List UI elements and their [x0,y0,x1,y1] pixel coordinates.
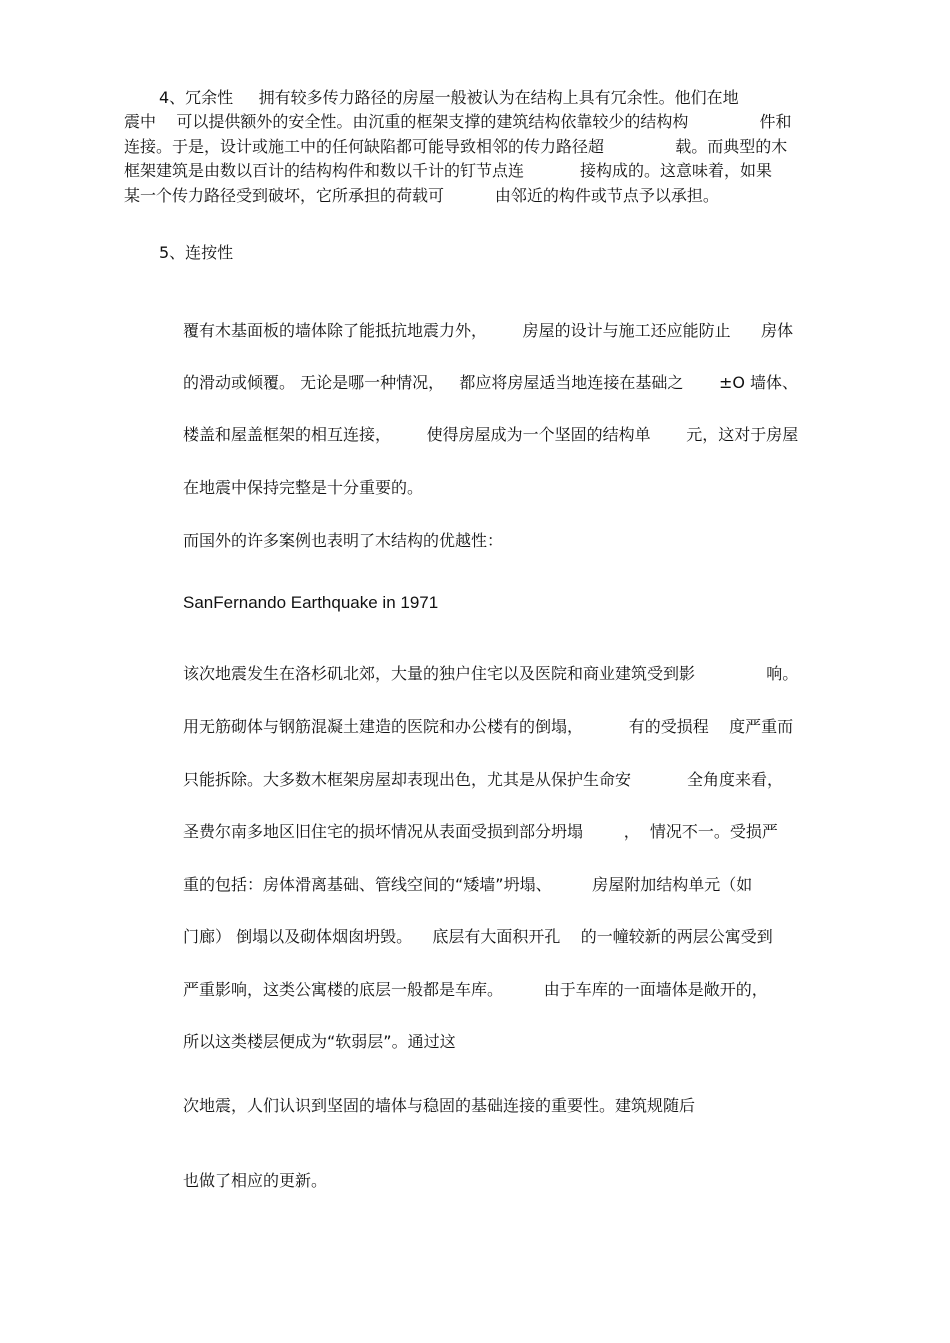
section5-para3-line-2: 用无筋砌体与钢筋混凝土建造的医院和办公楼有的倒塌， 有的受损程 度严重而 [183,717,794,736]
section4-line-4: 框架建筑是由数以百计的结构构件和数以千计的钉节点连 接构成的。这意味着，如果 [124,161,772,180]
section5-para3-line-3: 只能拆除。大多数木框架房屋却表现出色，尤其是从保护生命安 全角度来看， [183,770,783,789]
section5-para2: 而国外的许多案例也表明了木结构的优越性： [183,531,504,550]
section5-para3-line-7: 严重影响，这类公寓楼的底层一般都是车库。 由于车库的一面墙体是敞开的， [183,980,768,999]
section5-para1-line-1: 覆有木基面板的墙体除了能抵抗地震力外， 房屋的设计与施工还应能防止 房体 [183,321,794,340]
section4-line-3: 连接。于是，设计或施工中的任何缺陷都可能导致相邻的传力路径超 载。而典型的木 [124,137,788,156]
example-title: SanFernando Earthquake in 1971 [183,593,439,612]
section5-para3-line-6: 门廊） 倒塌以及砌体烟囱坍毁。 底层有大面积开孔 的一幢较新的两层公寓受到 [183,927,773,946]
section5-para3-line-5: 重的包括：房体滑离基础、管线空间的“矮墙”坍塌、 房屋附加结构单元（如 [183,875,753,894]
section5-para1-line-2: 的滑动或倾覆。 无论是哪一种情况， 都应将房屋适当地连接在基础之 ±O 墙体、 [183,373,799,392]
section5-para3-line-1: 该次地震发生在洛杉矶北郊，大量的独户住宅以及医院和商业建筑受到影 响。 [183,664,799,683]
section5-heading: 5、连按性 [159,243,234,262]
section5-para3-line-9: 次地震，人们认识到坚固的墙体与稳固的基础连接的重要性。建筑规随后 [183,1096,696,1115]
section5-para1-line-3: 楼盖和屋盖框架的相互连接， 使得房屋成为一个坚固的结构单 元，这对于房屋 [183,425,799,444]
section4-line-2: 震中 可以提供额外的安全性。由沉重的框架支撑的建筑结构依靠较少的结构构 件和 [124,112,792,131]
section5-para1-line-4: 在地震中保持完整是十分重要的。 [183,478,424,497]
section4-line-1: 4、冗余性 拥有较多传力路径的房屋一般被认为在结构上具有冗余性。他们在地 [159,88,739,107]
section5-para3-line-4: 圣费尔南多地区旧住宅的损坏情况从表面受损到部分坍塌 ， 情况不一。受损严 [183,822,778,841]
section5-para3-line-10: 也做了相应的更新。 [183,1171,328,1190]
section4-line-5: 某一个传力路径受到破坏，它所承担的荷载可 由邻近的构件或节点予以承担。 [124,186,719,205]
section5-para3-line-8: 所以这类楼层便成为“软弱层”。通过这 [183,1032,456,1051]
